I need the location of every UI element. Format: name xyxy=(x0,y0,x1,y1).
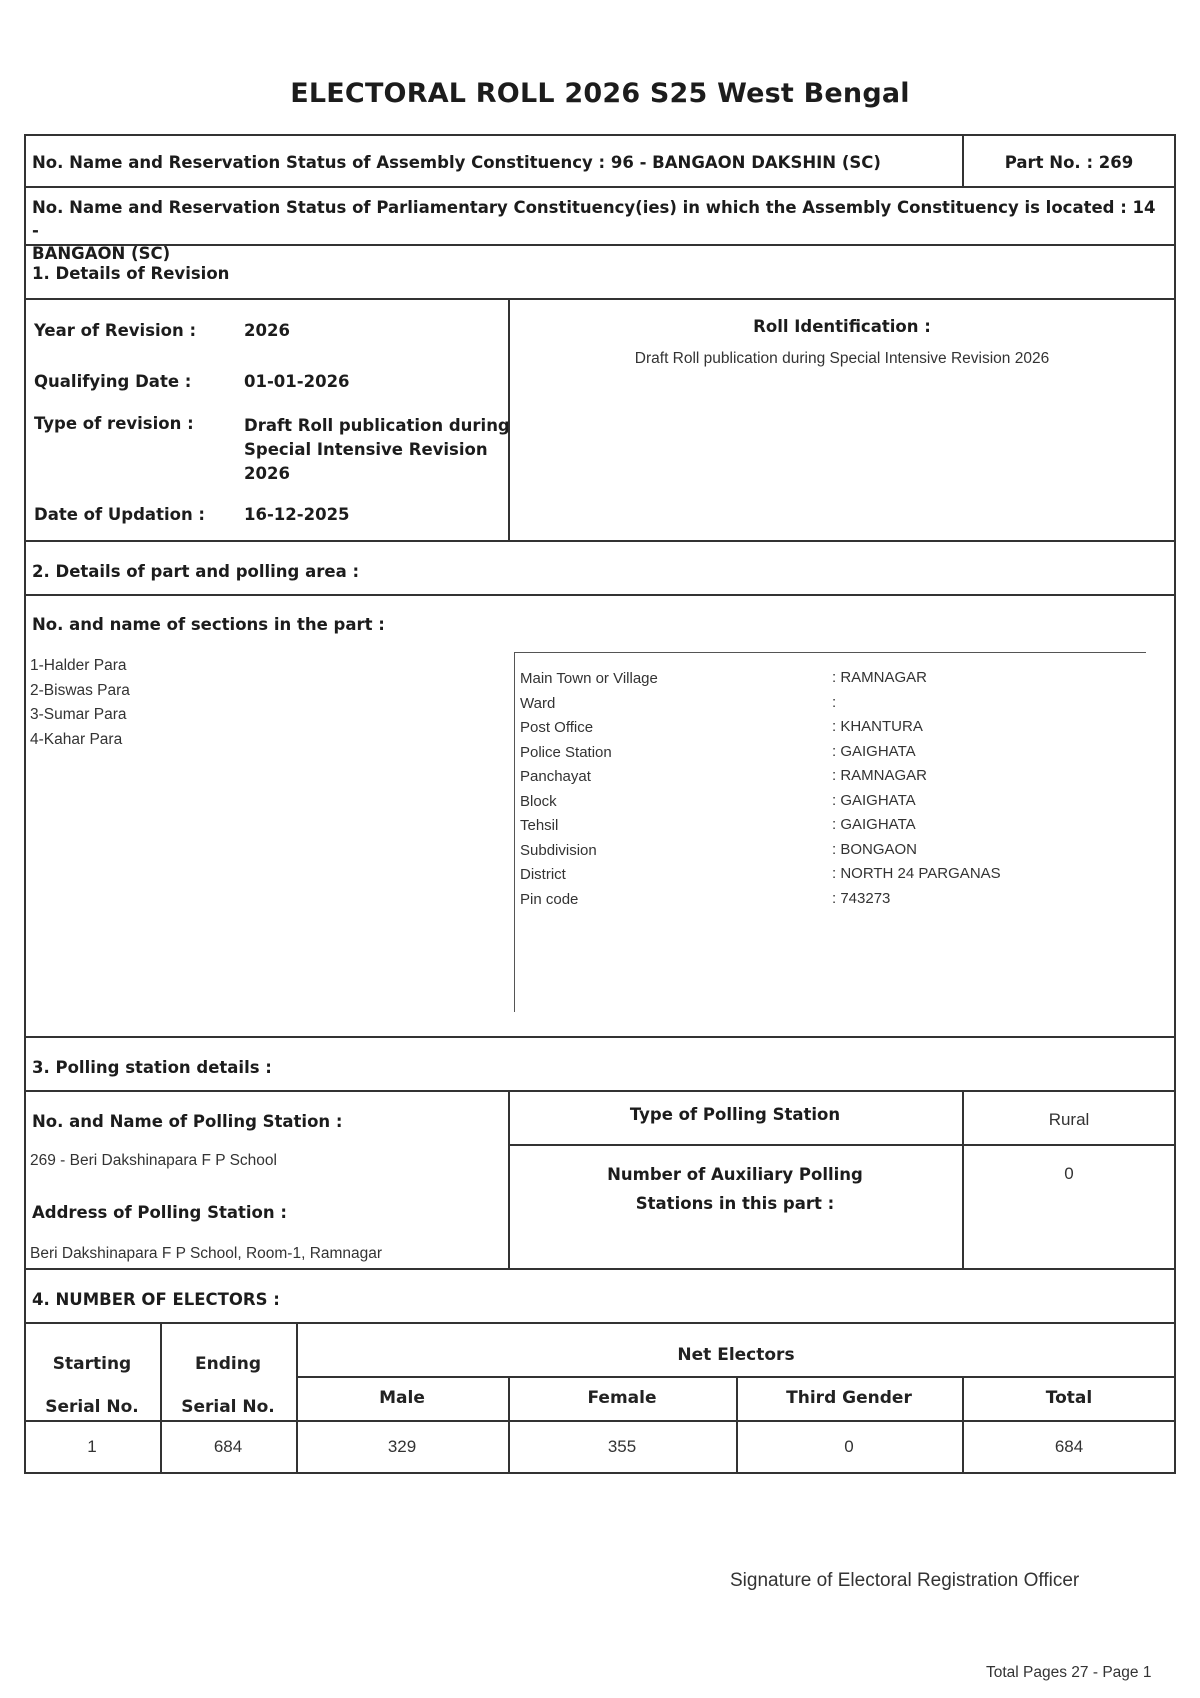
type-line1: Draft Roll publication during xyxy=(244,416,510,435)
starting-line1: Starting xyxy=(52,1354,132,1374)
ending-line2: Serial No. xyxy=(181,1397,275,1417)
detail-value: : GAIGHATA xyxy=(832,742,916,760)
detail-label: Main Town or Village xyxy=(520,670,658,687)
detail-value: : 743273 xyxy=(832,889,891,907)
detail-value: : RAMNAGAR xyxy=(832,767,928,784)
male-cell: 329 xyxy=(387,1437,417,1456)
rule xyxy=(24,1472,1176,1474)
polling-heading: 3. Polling station details : xyxy=(32,1058,272,1077)
rule xyxy=(24,1322,1176,1324)
aux-label-line1: Number of Auxiliary Polling xyxy=(607,1165,863,1184)
detail-label: Tehsil xyxy=(520,817,559,834)
detail-label: Post Office xyxy=(520,719,594,736)
polling-name-value: 269 - Beri Dakshinapara F P School xyxy=(30,1152,277,1169)
qualifying-value: 01-01-2026 xyxy=(244,372,350,391)
part-value: 269 xyxy=(1098,153,1134,172)
rule xyxy=(24,298,1176,300)
detail-row xyxy=(520,740,1140,765)
roll-identification-value: Draft Roll publication during Special Intensive Revision 2026 xyxy=(634,350,1050,367)
ending-serial-header xyxy=(160,1343,296,1429)
third-gender-header: Third Gender xyxy=(786,1388,912,1408)
detail-value: : NORTH 24 PARGANAS xyxy=(832,865,1001,882)
detail-label: Pin code xyxy=(520,890,579,908)
rule xyxy=(24,1036,1176,1038)
page-title: ELECTORAL ROLL 2026 S25 West Bengal xyxy=(290,78,910,109)
detail-value: : BONGAON xyxy=(832,840,918,858)
assembly-constituency xyxy=(32,153,881,172)
page-footer: Total Pages 27 - Page 1 xyxy=(986,1664,1152,1681)
aux-label xyxy=(508,1160,962,1218)
detail-label: Subdivision xyxy=(520,841,597,859)
polling-type-label: Type of Polling Station xyxy=(629,1105,841,1124)
detail-label: Police Station xyxy=(520,743,612,761)
sections-list xyxy=(30,654,130,752)
parliamentary-line2: BANGAON (SC) xyxy=(32,244,171,263)
detail-row xyxy=(520,715,1140,740)
type-line2: Special Intensive Revision xyxy=(244,440,488,459)
rule xyxy=(24,1322,26,1422)
female-header: Female xyxy=(587,1388,657,1408)
start-serial-cell: 1 xyxy=(87,1437,97,1456)
detail-row xyxy=(520,666,1140,691)
part-heading: 2. Details of part and polling area : xyxy=(32,562,360,581)
type-label: Type of revision : xyxy=(34,414,194,433)
polling-address-label: Address of Polling Station : xyxy=(32,1203,287,1222)
rule xyxy=(1174,1322,1176,1422)
aux-label-line2: Stations in this part : xyxy=(635,1194,835,1213)
signature-line: Signature of Electoral Registration Officer xyxy=(730,1570,1080,1591)
aux-value: 0 xyxy=(1064,1164,1074,1183)
starting-line2: Serial No. xyxy=(45,1397,139,1417)
polling-name-label: No. and Name of Polling Station : xyxy=(32,1112,343,1131)
qualifying-label: Qualifying Date : xyxy=(34,372,192,391)
male-header: Male xyxy=(379,1388,425,1408)
area-details xyxy=(520,666,1140,911)
updation-value: 16-12-2025 xyxy=(244,505,350,524)
part-label: Part No. : xyxy=(1004,153,1094,172)
year-value: 2026 xyxy=(244,321,290,340)
detail-label: Panchayat xyxy=(520,768,591,785)
sections-heading: No. and name of sections in the part : xyxy=(32,615,385,634)
type-value xyxy=(244,414,510,486)
total-cell: 684 xyxy=(1054,1437,1084,1456)
third-gender-cell: 0 xyxy=(844,1437,854,1456)
part-number xyxy=(962,153,1176,172)
rule xyxy=(24,186,1176,188)
detail-row xyxy=(520,838,1140,863)
female-cell: 355 xyxy=(607,1437,637,1456)
ending-line1: Ending xyxy=(195,1354,261,1374)
roll-identification-label: Roll Identification : xyxy=(753,317,931,336)
rule xyxy=(24,594,1176,596)
rule xyxy=(24,1090,1176,1092)
type-line3: 2026 xyxy=(244,464,290,483)
detail-label: Block xyxy=(520,792,557,810)
section-item: 4-Kahar Para xyxy=(30,730,123,748)
section-item: 3-Sumar Para xyxy=(30,706,127,723)
rule xyxy=(24,1268,1176,1270)
polling-type-value: Rural xyxy=(1048,1110,1090,1129)
detail-value: : GAIGHATA xyxy=(832,791,916,809)
details-box-top xyxy=(514,652,1146,653)
detail-row xyxy=(520,764,1140,789)
detail-row xyxy=(520,862,1140,887)
electors-heading: 4. NUMBER OF ELECTORS : xyxy=(32,1290,280,1309)
detail-row xyxy=(520,789,1140,814)
parliamentary-constituency xyxy=(32,196,1162,265)
detail-row xyxy=(520,813,1140,838)
parliamentary-line1: No. Name and Reservation Status of Parliamentary Constituency(ies) in which the Assembly Constituency is located : 14 - xyxy=(32,198,1156,240)
year-label: Year of Revision : xyxy=(34,321,197,340)
rule xyxy=(508,1144,1176,1146)
rule xyxy=(24,540,1176,542)
section-item: 1-Halder Para xyxy=(30,657,127,674)
detail-value: : KHANTURA xyxy=(832,718,923,735)
detail-row xyxy=(520,691,1140,716)
detail-value: : GAIGHATA xyxy=(832,816,916,833)
end-serial-cell: 684 xyxy=(213,1437,243,1456)
detail-label: Ward xyxy=(520,694,556,712)
net-electors-header: Net Electors xyxy=(677,1345,795,1365)
detail-value: : xyxy=(832,693,837,711)
starting-serial-header xyxy=(24,1343,160,1429)
section-item: 2-Biswas Para xyxy=(30,681,130,699)
detail-label: District xyxy=(520,866,566,883)
assembly-label: No. Name and Reservation Status of Assembly Constituency : xyxy=(32,153,606,172)
details-box-left xyxy=(514,652,515,1012)
detail-value: : RAMNAGAR xyxy=(832,669,928,686)
revision-heading: 1. Details of Revision xyxy=(32,264,230,283)
updation-label: Date of Updation : xyxy=(34,505,206,524)
total-header: Total xyxy=(1045,1388,1093,1408)
polling-address-value: Beri Dakshinapara F P School, Room-1, Ramnagar xyxy=(30,1245,383,1262)
assembly-value: 96 - BANGAON DAKSHIN (SC) xyxy=(610,153,881,172)
detail-row xyxy=(520,887,1140,912)
